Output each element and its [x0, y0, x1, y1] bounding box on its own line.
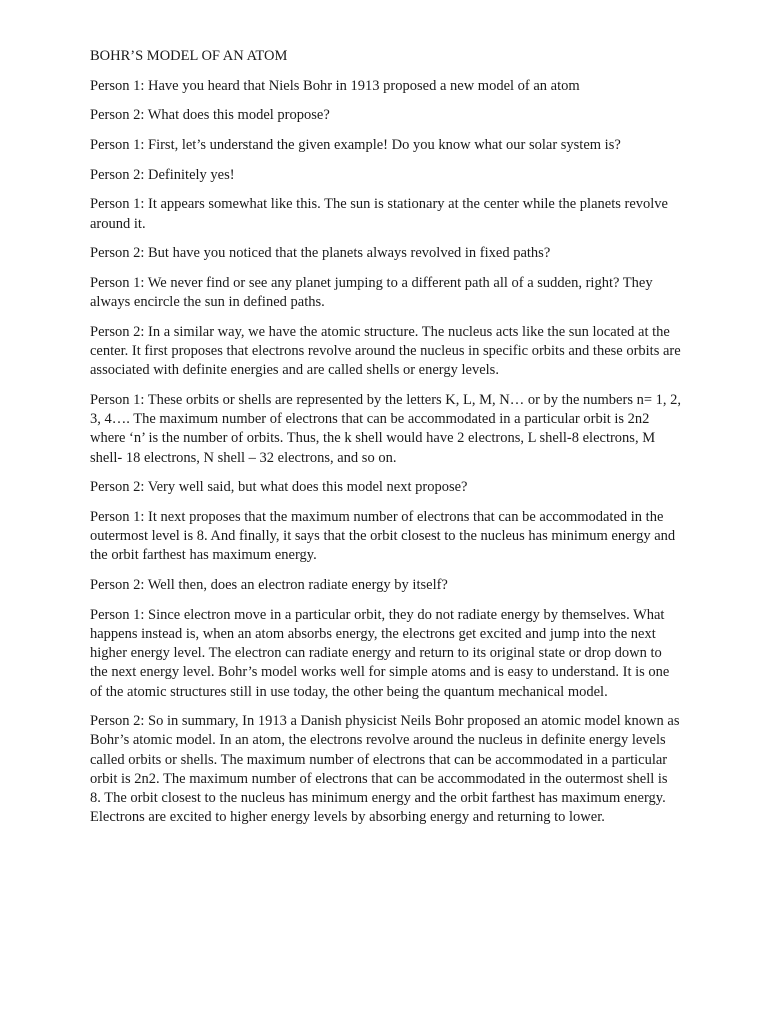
dialogue-paragraph: Person 2: What does this model propose?: [90, 107, 330, 124]
dialogue-paragraph: Person 1: First, let’s understand the given example! Do you know what our solar system is?: [90, 136, 621, 153]
dialogue-paragraph: Person 2: Definitely yes!: [90, 166, 235, 183]
dialogue-paragraph: Person 2: But have you noticed that the planets always revolved in fixed paths?: [90, 245, 551, 262]
dialogue-paragraph: Person 2: So in summary, In 1913 a Danish physicist Neils Bohr proposed an atomic model known as Bohr’s atomic model. In an atom, the electrons revolve around the nucleus in definite energy levels called orbits or shells. The maximum number of electrons that can be accommodated in a particular orbit is 2n2. The maximum number of electrons that can be accommodated in the outermost shell is 8. The orbit closest to the nucleus has minimum energy and the orbit farthest has maximum energy. Electrons are excited to higher energy levels by absorbing energy and returning to lower.: [90, 713, 680, 826]
dialogue-paragraph: Person 1: These orbits or shells are represented by the letters K, L, M, N… or by the numbers n= 1, 2, 3, 4…. The maximum number of electrons that can be accommodated in a particular orbit is 2n2 where ‘n’ is the number of orbits. Thus, the k shell would have 2 electrons, L shell-8 electrons, M shell- 18 electrons, N shell – 32 electrons, and so on.: [90, 391, 682, 466]
dialogue-paragraph: Person 1: Since electron move in a particular orbit, they do not radiate energy by themselves. What happens instead is, when an atom absorbs energy, the electrons get excited and jump into the next higher energy level. The electron can radiate energy and return to its original state or drop down to the next energy level. Bohr’s model works well for simple atoms and is easy to understand. It is one of the atomic structures still in use today, the other being the quantum mechanical model.: [90, 606, 670, 700]
dialogue-paragraph: Person 1: It appears somewhat like this. The sun is stationary at the center while the planets revolve around it.: [90, 196, 668, 232]
dialogue-paragraph: Person 1: It next proposes that the maximum number of electrons that can be accommodated in the outermost level is 8. And finally, it says that the orbit closest to the nucleus has minimum energy and the orbit farthest has maximum energy.: [90, 508, 676, 564]
document-page: [90, 47, 682, 838]
dialogue-paragraph: Person 2: Very well said, but what does this model next propose?: [90, 479, 468, 496]
dialogue-paragraph: Person 2: Well then, does an electron radiate energy by itself?: [90, 577, 448, 594]
document-title: BOHR’S MODEL OF AN ATOM: [90, 48, 288, 64]
dialogue-paragraph: Person 2: In a similar way, we have the atomic structure. The nucleus acts like the sun located at the center. It first proposes that electrons revolve around the nucleus in specific orbits and these orbits are associated with definite energies and are called shells or energy levels.: [90, 323, 681, 379]
dialogue-paragraph: Person 1: We never find or see any planet jumping to a different path all of a sudden, right? They always encircle the sun in defined paths.: [90, 274, 653, 311]
dialogue-paragraph: Person 1: Have you heard that Niels Bohr in 1913 proposed a new model of an atom: [90, 77, 580, 94]
